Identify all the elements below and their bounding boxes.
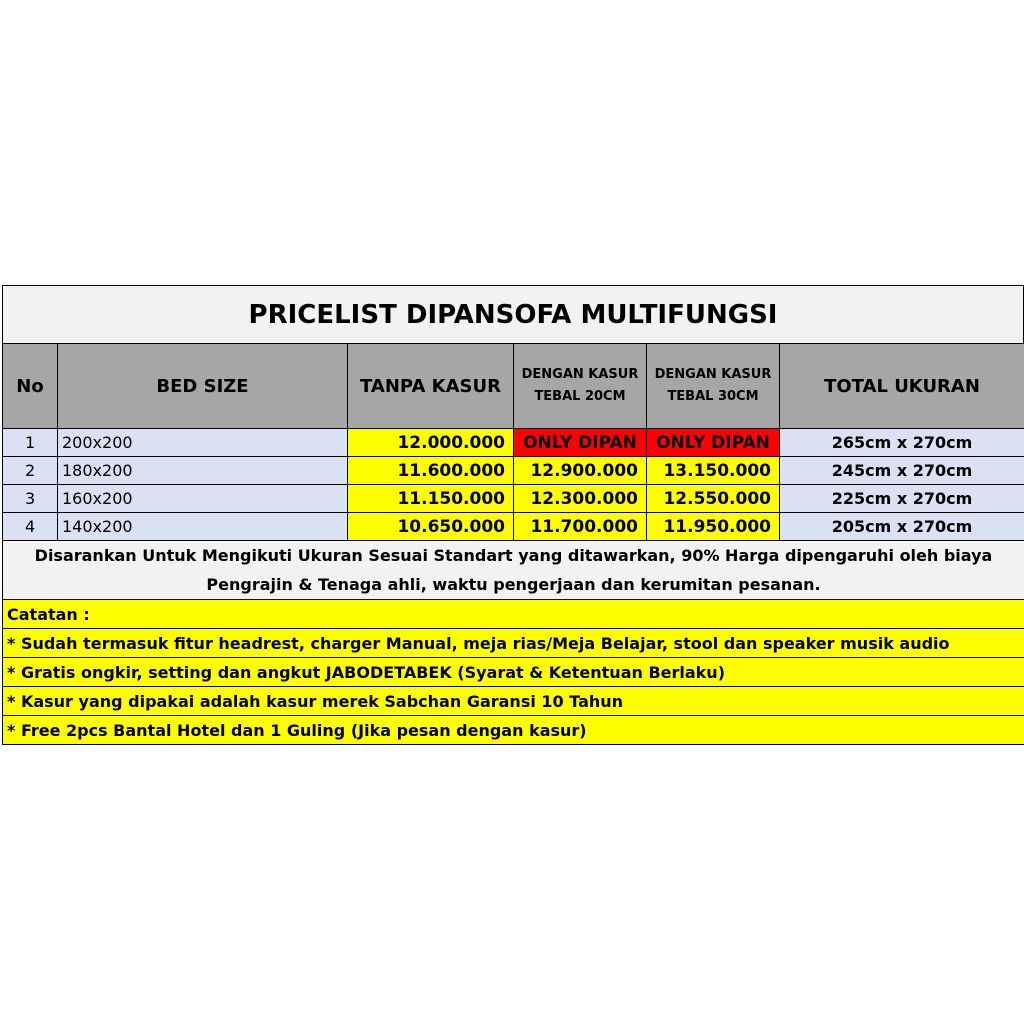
row-price-tanpa-kasur: 11.150.000 (348, 485, 514, 513)
notes-heading: Catatan : (3, 600, 1024, 629)
note-item: * Gratis ongkir, setting dan angkut JABODETABEK (Syarat & Ketentuan Berlaku) (3, 658, 1024, 687)
row-price-tanpa-kasur: 12.000.000 (348, 429, 514, 457)
row-no: 4 (3, 513, 58, 541)
row-no: 3 (3, 485, 58, 513)
row-total-ukuran: 265cm x 270cm (780, 429, 1024, 457)
header-kasur-30-line1: DENGAN KASUR (654, 367, 772, 382)
row-price-tanpa-kasur: 11.600.000 (348, 457, 514, 485)
header-tanpa-kasur: TANPA KASUR (348, 344, 514, 429)
table-row (3, 429, 1024, 457)
row-total-ukuran: 245cm x 270cm (780, 457, 1024, 485)
row-no: 2 (3, 457, 58, 485)
note-item: * Kasur yang dipakai adalah kasur merek Sabchan Garansi 10 Tahun (3, 687, 1024, 716)
notes-row (3, 687, 1024, 716)
row-price-tanpa-kasur: 10.650.000 (348, 513, 514, 541)
row-price-kasur-20: 12.900.000 (514, 457, 647, 485)
notes-row (3, 716, 1024, 745)
row-price-kasur-30: 11.950.000 (647, 513, 780, 541)
header-kasur-30 (647, 344, 780, 429)
notes-row (3, 629, 1024, 658)
advice-text: Disarankan Untuk Mengikuti Ukuran Sesuai Standart yang ditawarkan, 90% Harga dipengaruhi oleh biaya Pengrajin & Tenaga ahli, waktu pengerjaan dan kerumitan pesanan. (3, 541, 1024, 600)
row-bed-size: 180x200 (58, 457, 348, 485)
row-price-kasur-30: 12.550.000 (647, 485, 780, 513)
row-bed-size: 160x200 (58, 485, 348, 513)
advice-row (3, 541, 1024, 600)
pricelist-sheet (2, 285, 1024, 745)
header-kasur-20-line2: TEBAL 20CM (534, 389, 626, 404)
row-total-ukuran: 205cm x 270cm (780, 513, 1024, 541)
header-total-ukuran: TOTAL UKURAN (780, 344, 1024, 429)
header-kasur-30-line2: TEBAL 30CM (667, 389, 759, 404)
row-price-kasur-30: 13.150.000 (647, 457, 780, 485)
table-row (3, 485, 1024, 513)
notes-row (3, 600, 1024, 629)
price-table (2, 343, 1024, 745)
row-price-kasur-20: 11.700.000 (514, 513, 647, 541)
row-bed-size: 140x200 (58, 513, 348, 541)
note-item: * Sudah termasuk fitur headrest, charger Manual, meja rias/Meja Belajar, stool dan speaker musik audio (3, 629, 1024, 658)
row-no: 1 (3, 429, 58, 457)
header-row (3, 344, 1024, 429)
table-row (3, 513, 1024, 541)
table-row (3, 457, 1024, 485)
header-kasur-20-line1: DENGAN KASUR (521, 367, 639, 382)
row-only-dipan-20: ONLY DIPAN (514, 429, 647, 457)
header-kasur-20 (514, 344, 647, 429)
notes-row (3, 658, 1024, 687)
header-no: No (3, 344, 58, 429)
row-price-kasur-20: 12.300.000 (514, 485, 647, 513)
row-bed-size: 200x200 (58, 429, 348, 457)
row-only-dipan-30: ONLY DIPAN (647, 429, 780, 457)
row-total-ukuran: 225cm x 270cm (780, 485, 1024, 513)
note-item: * Free 2pcs Bantal Hotel dan 1 Guling (Jika pesan dengan kasur) (3, 716, 1024, 745)
page-title: PRICELIST DIPANSOFA MULTIFUNGSI (2, 285, 1024, 343)
header-bed-size: BED SIZE (58, 344, 348, 429)
